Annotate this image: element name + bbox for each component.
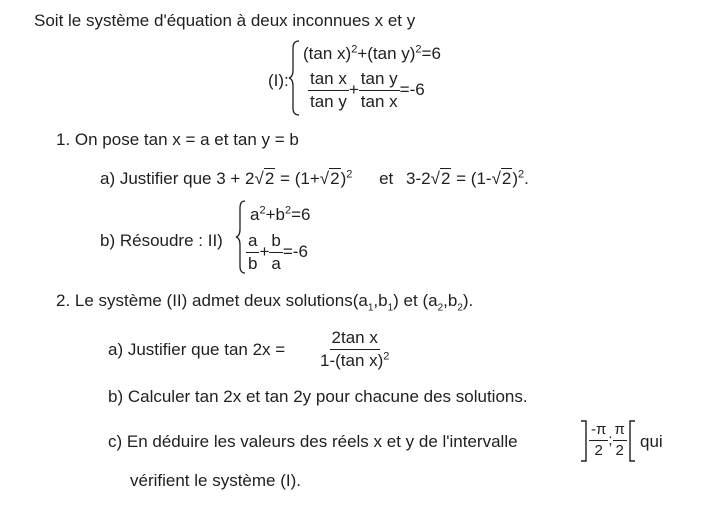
q2-a-text: a) Justifier que tan 2x = [108,340,286,359]
system-label: (I): [268,71,289,90]
interval-right-bracket [628,420,636,462]
q1-header: 1. On pose tan x = a et tan y = b [56,130,299,149]
q1-b-text: b) Résoudre : II) [100,231,223,250]
q1-a-line: a) Justifier que $3 + 2√2 = (1+√2)^2$ et $3-2√2 = (1-√2)^2$. [100,168,529,188]
system1-brace [289,40,303,116]
q2-c-line2: vérifient le système (I). [130,471,301,490]
system2-eq1: $a^2+b^2=6$ [250,204,311,224]
interval-left-bracket [580,420,588,462]
q2-a-fraction: $\frac{\text{2tan x}}{1-(\tan x)^2}$ [320,328,390,370]
system2-eq2: $\frac{a}{b}$ + $\frac{b}{a}$ =-6 [248,231,308,273]
q2-b-text: b) Calculer tan 2x et tan 2y pour chacune des solutions. [108,387,528,406]
intro-text: Soit le système d'équation à deux inconnues x et y [34,11,416,30]
system1-eq1: (tan x)$^2$+(tan y)$^2$=6 [303,43,441,63]
q2-header: 2. Le système (II) admet deux $solutions(a_1,b_1)$ et $(a_2,b_2)$. [56,291,474,314]
q2-c-after: qui [640,432,663,451]
q2-c-text: c) En déduire les valeurs des réels x et y de l'intervalle [108,432,518,451]
system1-eq2: $\frac{\text{tan x}}{\text{tan y}}$ + $\frac{\text{tan y}}{\text{tan x}}$ =-6 [310,69,425,111]
